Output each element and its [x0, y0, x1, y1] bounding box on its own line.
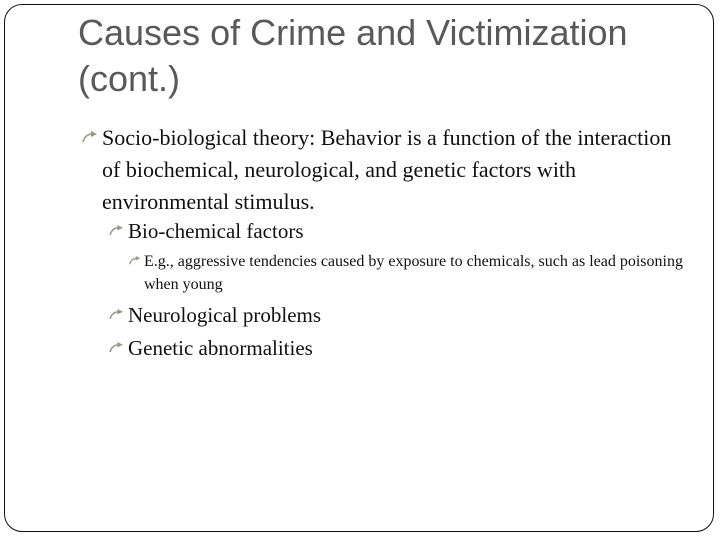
bullet-text: Socio-biological theory: Behavior is a function of the interaction of biochemical, neurological, and genetic factors with environmental stimulus.: [102, 125, 672, 214]
bullet-text: Bio-chemical factors: [128, 219, 304, 243]
slide-title: Causes of Crime and Victimization (cont.): [78, 12, 628, 99]
bullet-biochemical-factors: [128, 216, 304, 246]
curved-arrow-bullet-icon: [109, 309, 124, 320]
curved-arrow-bullet-icon: [109, 342, 124, 353]
curved-arrow-bullet-icon: [109, 225, 124, 236]
curved-arrow-bullet-icon: [129, 256, 141, 265]
curved-arrow-bullet-icon: [82, 131, 98, 143]
bullet-genetic-abnormalities: [128, 333, 313, 363]
bullet-example-lead-poisoning: [144, 250, 684, 296]
bullet-neurological-problems: [128, 300, 321, 330]
bullet-socio-biological-theory: [102, 122, 682, 218]
bullet-text: E.g., aggressive tendencies caused by exposure to chemicals, such as lead poisoning when young: [144, 253, 683, 293]
bullet-text: Genetic abnormalities: [128, 336, 313, 360]
bullet-text: Neurological problems: [128, 303, 322, 327]
